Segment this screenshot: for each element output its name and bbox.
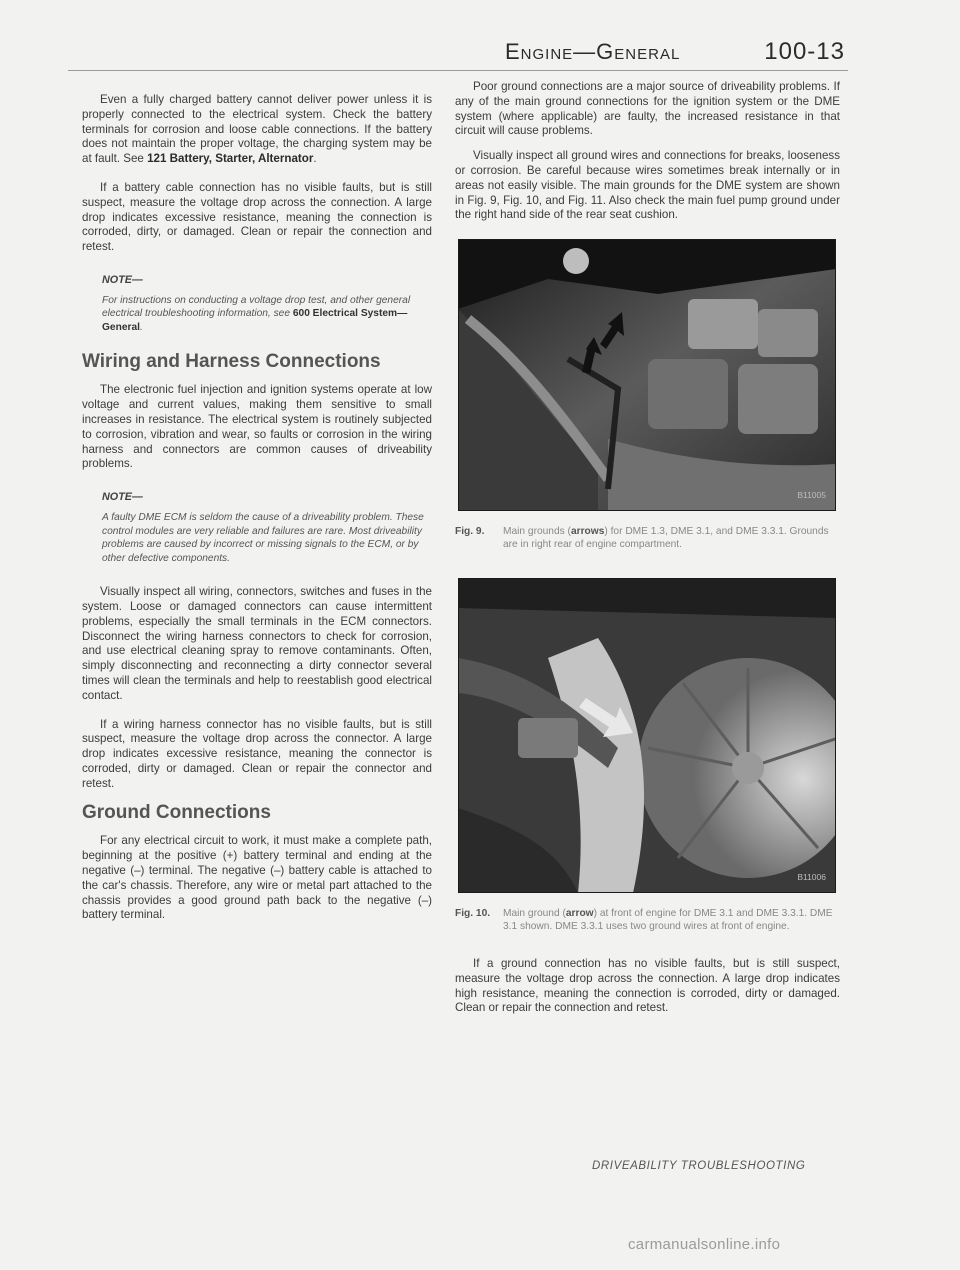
paragraph: The electronic fuel injection and ignition systems operate at low voltage and current values, making them sensitive to small increases in resistance. The electrical system is routinely subjected to corrosion, vibration and wear, so faults or corrosion in the wiring harness and connectors are common causes of driveability problems. <box>82 383 432 471</box>
engine-bay-photo <box>458 239 836 511</box>
page-header <box>505 38 845 66</box>
paragraph: Visually inspect all ground wires and connections for breaks, looseness or corrosion. Be careful because wires sometimes break internally or in areas not easily visible. The main grounds for the DME system are shown in Fig. 9, Fig. 10, and Fig. 11. Also check the main fuel pump ground under the right hand side of the rear seat cushion. <box>455 149 840 222</box>
figure-10-photo <box>458 578 836 893</box>
paragraph: Even a fully charged battery cannot deliver power unless it is properly connected to the electrical system. Check the battery terminals for corrosion and loose cable connections. If the battery does not maintain the proper voltage, the charging system may be at fault. See 121 Battery, Starter, Alternator. <box>82 93 432 166</box>
right-column <box>455 80 840 1030</box>
left-column <box>82 93 432 937</box>
header-rule <box>68 70 848 71</box>
figure-number: Fig. 10. <box>455 907 491 919</box>
caption-text: Main grounds (arrows) for DME 1.3, DME 3.1, and DME 3.3.1. Grounds are in right rear of engine compartment. <box>503 526 829 551</box>
figure-code: B11005 <box>797 490 826 501</box>
figure-9-photo <box>458 239 836 511</box>
section-heading: Wiring and Harness Connections <box>82 350 381 372</box>
figure-10-caption <box>455 907 840 933</box>
note-body: For instructions on conducting a voltage drop test, and other general electrical troubleshooting information, see 600 Electrical System—General. <box>102 294 411 333</box>
cross-reference: 121 Battery, Starter, Alternator <box>147 152 314 166</box>
paragraph: If a wiring harness connector has no visible faults, but is still suspect, measure the voltage drop across the connector. A large drop indicates excessive resistance, meaning the connector is corroded, dirty or damaged. Clean or repair the connector and retest. <box>82 717 432 790</box>
note-title: NOTE— <box>102 273 143 286</box>
paragraph: If a battery cable connection has no visible faults, but is still suspect, measure the voltage drop across the connection. A large drop indicates excessive resistance, meaning the connection is corroded, dirty, or damaged. Clean or repair the connection and retest. <box>82 180 432 254</box>
figure-9-caption <box>455 525 840 551</box>
note-title: NOTE— <box>102 491 143 504</box>
section-title: Engine—General <box>505 39 681 64</box>
paragraph: Poor ground connections are a major source of driveability problems. If any of the main ground connections for the ignition system or the DME system (where applicable) are faulty, the increased resistance in that circuit will cause problems. <box>455 80 840 138</box>
figure-number: Fig. 9. <box>455 526 485 538</box>
paragraph: If a ground connection has no visible faults, but is still suspect, measure the voltage drop across the connection. A large drop indicates high resistance, meaning the connection is corroded, dirty or damaged. Clean or repair the connection and retest. <box>455 956 840 1015</box>
note-box <box>102 490 432 565</box>
page-number: 100-13 <box>764 38 845 65</box>
note-box <box>102 273 432 335</box>
section-heading: Ground Connections <box>82 801 271 823</box>
cross-reference: 600 Electrical System—General <box>102 308 408 333</box>
caption-text: Main ground (arrow) at front of engine for DME 3.1 and DME 3.3.1. DME 3.1 shown. DME 3.3.1 uses two ground wires at front of engine. <box>503 907 833 932</box>
paragraph: Visually inspect all wiring, connectors, switches and fuses in the system. Loose or damaged connectors can cause intermittent problems, especially the small terminals in the ECM connectors. Disconnect the wiring harness connectors to check for corrosion, and use electrical cleaning spray to remove contaminants. Often, simply disconnecting and reconnecting a dirty connector several times will clean the terminals and help to reestablish good electrical contact. <box>82 585 432 702</box>
engine-front-photo <box>458 578 836 893</box>
watermark: carmanualsonline.info <box>628 1236 781 1253</box>
note-body: A faulty DME ECM is seldom the cause of a driveability problem. These control modules are very reliable and failures are rare. Most driveability problems are caused by incorrect or missing signals to the ECM, or by other defective components. <box>102 511 424 564</box>
footer-section-title: DRIVEABILITY TROUBLESHOOTING <box>592 1160 806 1172</box>
paragraph: For any electrical circuit to work, it must make a complete path, beginning at the positive (+) battery terminal and ending at the negative (–) terminal. The negative (–) battery cable is attached to the car's chassis. Therefore, any wire or metal part attached to the chassis provides a good ground path back to the negative (–) battery terminal. <box>82 834 432 922</box>
figure-code: B11006 <box>797 871 826 882</box>
